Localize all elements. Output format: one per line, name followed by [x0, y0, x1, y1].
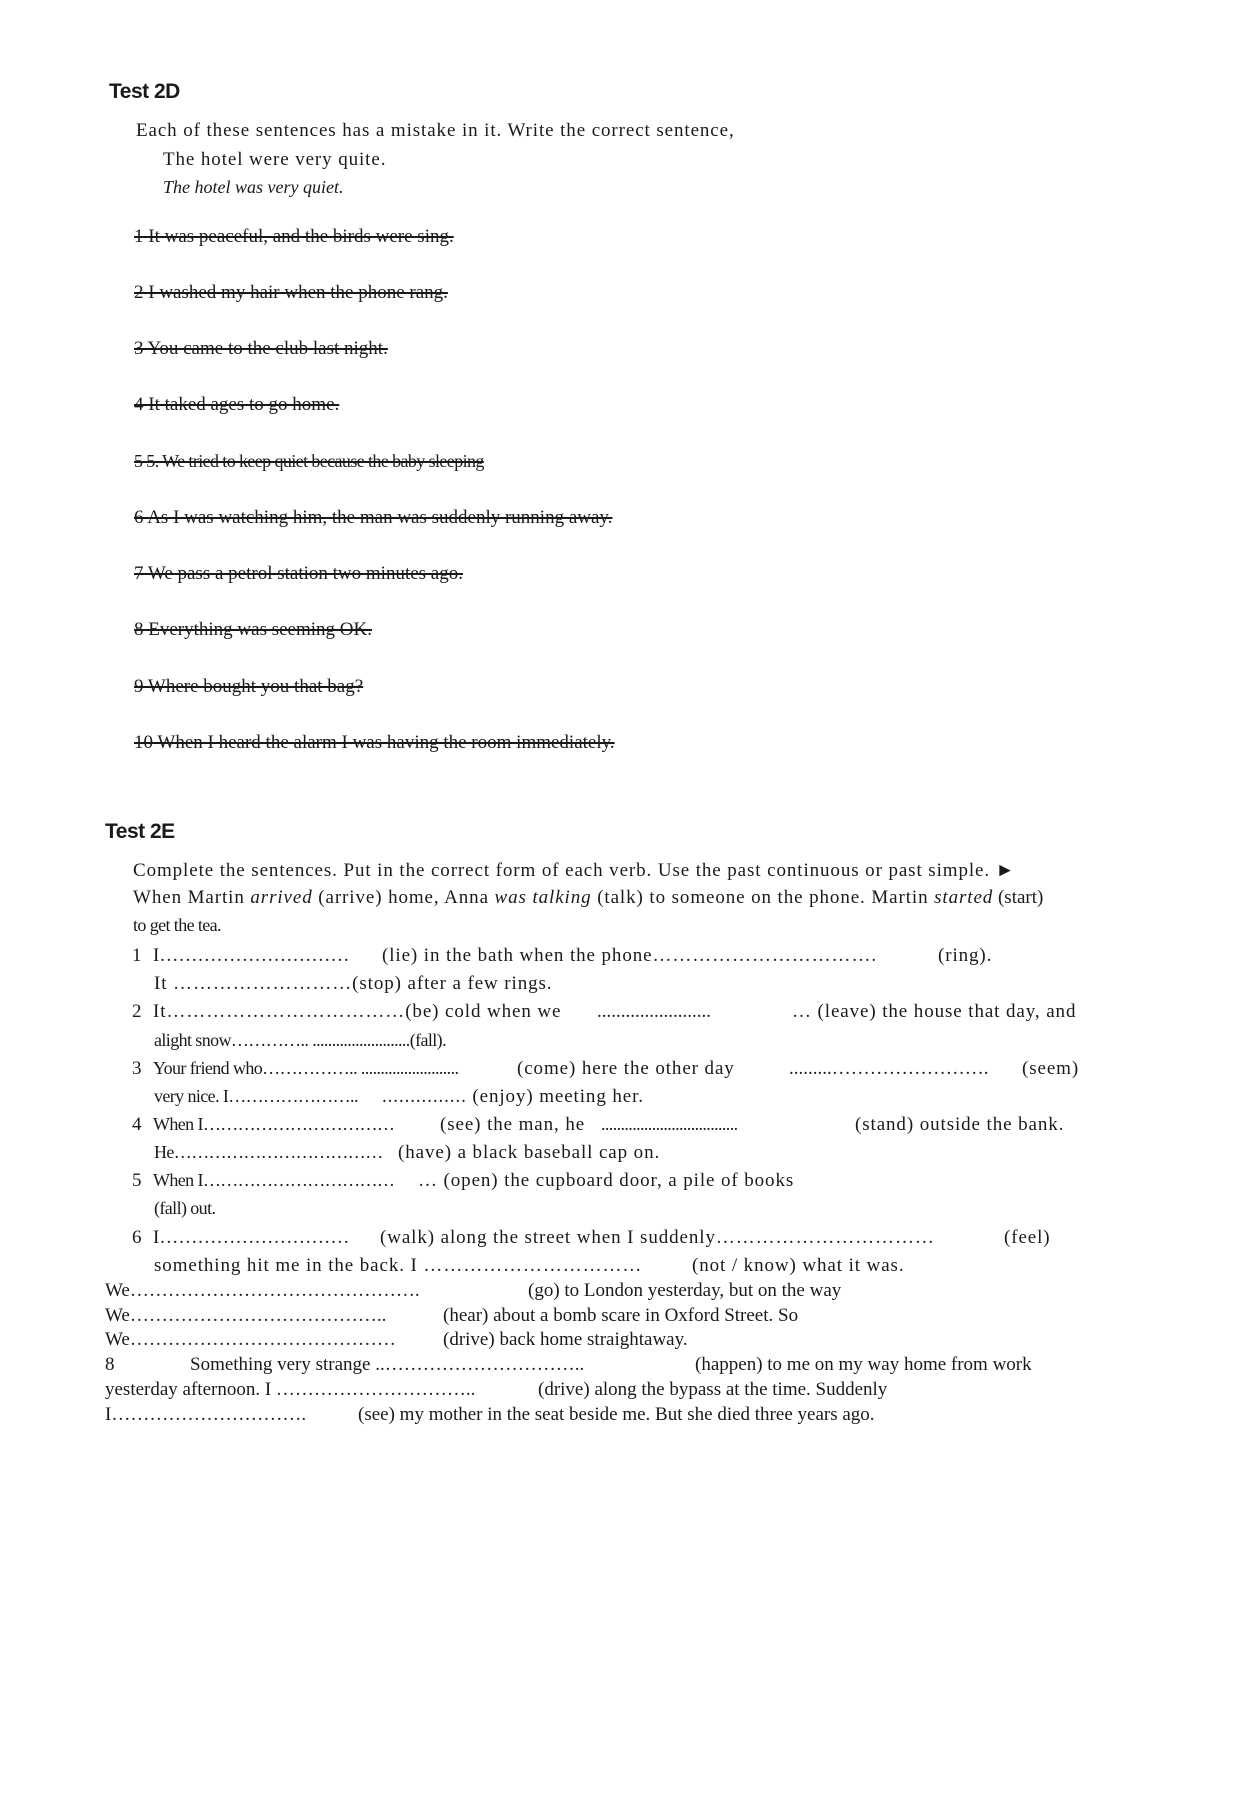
blank: I…………………………: [153, 945, 350, 966]
example-text: When Martin: [133, 887, 251, 908]
question-text: It ………………………(stop) after a few rings.: [154, 973, 553, 994]
list-item: 7 We pass a petrol station two minutes ago.: [134, 563, 463, 584]
question-text: (fall) out.: [154, 1198, 216, 1218]
list-item: 8 Everything was seeming OK.: [134, 619, 372, 640]
example-sentence: [133, 887, 1043, 909]
list-item: 2 I washed my hair when the phone rang.: [134, 282, 448, 303]
question-text: (hear) about a bomb scare in Oxford Street. So: [443, 1305, 799, 1326]
question-text: When I……………………………: [153, 1170, 395, 1190]
example-text: (arrive) home, Anna: [312, 887, 495, 908]
question-text: alight snow………….. .........................(fall).: [154, 1030, 446, 1050]
question-number: 4: [132, 1114, 142, 1135]
question-text: (see) my mother in the seat beside me. But she died three years ago.: [358, 1404, 875, 1425]
blank: I…………………………: [153, 1227, 350, 1248]
question-text: (drive) back home straightaway.: [443, 1329, 688, 1350]
question-text: … (leave) the house that day, and: [792, 1001, 1077, 1022]
question-text: He………………………………: [154, 1142, 383, 1162]
list-item: 5 5. We tried to keep quiet because the baby sleeping: [134, 451, 484, 471]
question-text: Your friend who…………….. .........................: [153, 1058, 459, 1078]
list-item: 1 It was peaceful, and the birds were sing.: [134, 226, 454, 247]
question-number: 2: [132, 1001, 142, 1022]
example-text: (talk) to someone on the phone. Martin: [591, 887, 935, 908]
question-text: (not / know) what it was.: [692, 1255, 905, 1276]
test-2d-heading: Test 2D: [109, 80, 180, 103]
question-text: something hit me in the back. I ……………………………: [154, 1255, 643, 1276]
list-item: 10 When I heard the alarm I was having the room immediately.: [134, 732, 615, 753]
verb-hint: (seem): [1022, 1058, 1080, 1079]
question-text: (happen) to me on my way home from work: [695, 1354, 1032, 1375]
question-text: Something very strange ..…………………………..: [190, 1354, 585, 1375]
blank: We…………………………………..: [105, 1305, 387, 1326]
example-verb: arrived: [250, 887, 313, 908]
question-number: 6: [132, 1227, 142, 1248]
example-text: (start): [993, 887, 1044, 908]
verb-hint: (feel): [1004, 1227, 1051, 1248]
question-text: When I……………………………: [153, 1114, 395, 1134]
question-text: (see) the man, he: [440, 1114, 586, 1135]
question-number: 3: [132, 1058, 142, 1079]
verb-hint: (ring).: [938, 945, 993, 966]
blank: I………………………….: [105, 1404, 307, 1425]
example-wrong-sentence: The hotel were very quite.: [163, 149, 387, 170]
blank: .........…………………….: [789, 1058, 989, 1079]
example-verb: was talking: [494, 887, 592, 908]
question-text: (stand) outside the bank.: [855, 1114, 1065, 1135]
example-line-2: to get the tea.: [133, 915, 221, 935]
question-text: (come) here the other day: [517, 1058, 735, 1079]
question-number: 1: [132, 945, 142, 966]
test-2e-instruction: Complete the sentences. Put in the correct form of each verb. Use the past continuous or past simple. ►: [133, 860, 1016, 881]
question-number: 8: [105, 1354, 115, 1375]
question-text: yesterday afternoon. I …………………………..: [105, 1379, 476, 1400]
question-text: (walk) along the street when I suddenly……………………………: [380, 1227, 935, 1248]
blank: ...................................: [601, 1114, 738, 1134]
question-text: (lie) in the bath when the phone…………………………….: [382, 945, 877, 966]
test-2e-heading: Test 2E: [105, 820, 175, 843]
list-item: 4 It taked ages to go home.: [134, 394, 340, 415]
question-text: It………………………………(be) cold when we: [153, 1001, 562, 1022]
question-text: ............... (enjoy) meeting her.: [382, 1086, 644, 1107]
test-2d-instruction: Each of these sentences has a mistake in it. Write the correct sentence,: [136, 120, 735, 141]
list-item: 6 As I was watching him, the man was suddenly running away.: [134, 507, 613, 528]
blank: We……………………………………….: [105, 1280, 420, 1301]
question-text: (go) to London yesterday, but on the way: [528, 1280, 842, 1301]
blank: We……………………………………: [105, 1329, 396, 1350]
list-item: 3 You came to the club last night.: [134, 338, 388, 359]
example-correct-sentence: The hotel was very quiet.: [163, 177, 344, 197]
question-text: (have) a black baseball cap on.: [398, 1142, 661, 1163]
example-verb: started: [934, 887, 994, 908]
list-item: 9 Where bought you that bag?: [134, 676, 364, 697]
blank: ........................: [597, 1001, 711, 1022]
question-text: … (open) the cupboard door, a pile of books: [418, 1170, 795, 1191]
question-text: (drive) along the bypass at the time. Suddenly: [538, 1379, 888, 1400]
question-number: 5: [132, 1170, 142, 1191]
question-text: very nice. I…………………..: [154, 1086, 358, 1106]
